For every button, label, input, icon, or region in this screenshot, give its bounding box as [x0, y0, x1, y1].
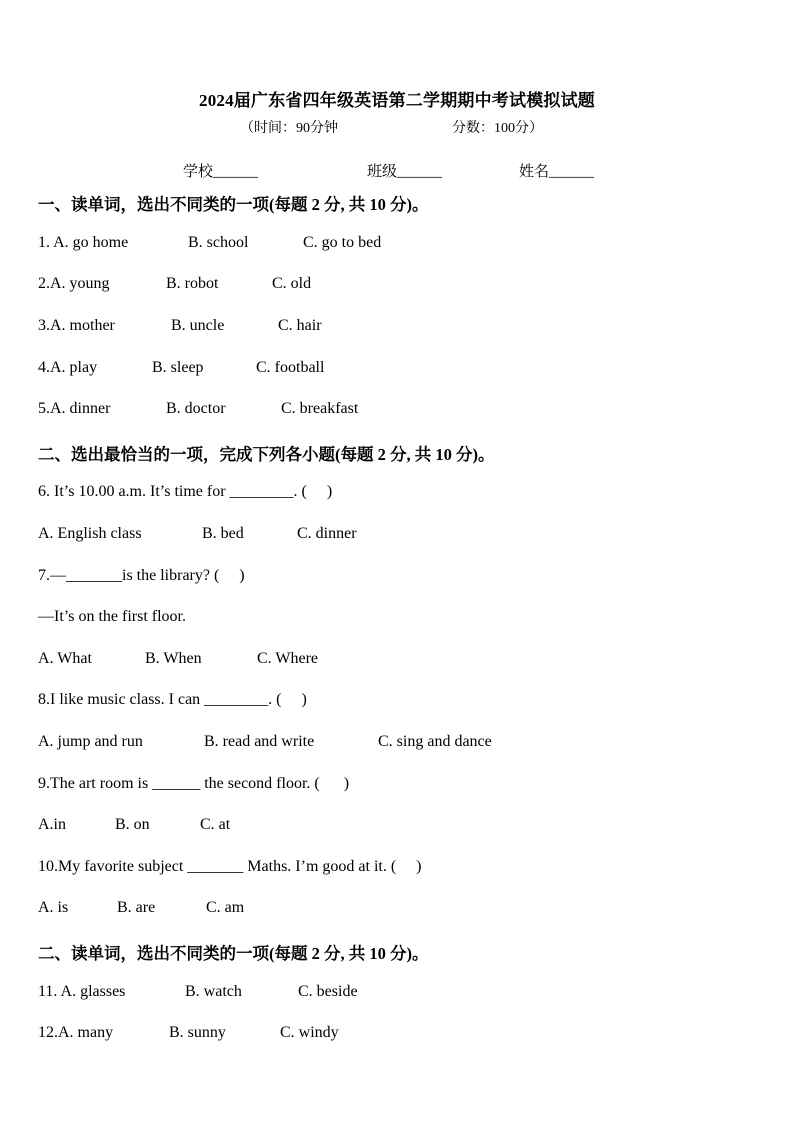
option-b: B. school — [188, 234, 249, 251]
question-7-reply: —It’s on the first floor. — [38, 608, 186, 625]
class-field[interactable]: 班级______ — [367, 164, 443, 180]
name-field[interactable]: 姓名______ — [519, 164, 595, 180]
option-b: B. sunny — [169, 1024, 226, 1041]
option-c: C. football — [256, 359, 325, 376]
option-c: C. beside — [298, 983, 358, 1000]
option-c: C. hair — [278, 317, 322, 334]
question-10-stem: 10.My favorite subject _______ Maths. I’m good at it. ( ) — [38, 858, 422, 875]
question-8-stem: 8.I like music class. I can ________. ( ) — [38, 691, 307, 708]
option-b: B. bed — [202, 525, 244, 542]
option-b: B. doctor — [166, 400, 226, 417]
question-9-stem: 9.The art room is ______ the second floor. ( ) — [38, 775, 350, 792]
option-a: 4.A. play — [38, 359, 98, 376]
exam-title: 2024届广东省四年级英语第二学期期中考试模拟试题 — [199, 91, 595, 110]
option-a: A. English class — [38, 525, 142, 542]
option-b: B. When — [145, 650, 202, 667]
option-c: C. old — [272, 275, 312, 292]
option-c: C. go to bed — [303, 234, 382, 251]
option-a: 1. A. go home — [38, 234, 129, 251]
option-b: B. read and write — [204, 733, 315, 750]
question-7-stem: 7.—_______is the library? ( ) — [38, 567, 245, 584]
option-a: A. What — [38, 650, 92, 667]
option-c: C. dinner — [297, 525, 357, 542]
option-a: A. jump and run — [38, 733, 143, 750]
option-a: 3.A. mother — [38, 317, 115, 334]
exam-time: （时间：90分钟 — [240, 121, 338, 136]
option-a: 2.A. young — [38, 275, 110, 292]
option-c: C. sing and dance — [378, 733, 492, 750]
option-b: B. uncle — [171, 317, 225, 334]
option-a: A.in — [38, 816, 66, 833]
option-b: B. sleep — [152, 359, 204, 376]
option-c: C. at — [200, 816, 231, 833]
option-b: B. robot — [166, 275, 219, 292]
option-a: 12.A. many — [38, 1024, 114, 1041]
section-heading-2: 二、选出最恰当的一项，完成下列各小题(每题 2 分, 共 10 分)。 — [38, 445, 495, 464]
school-field[interactable]: 学校______ — [183, 164, 259, 180]
section-heading-1: 一、读单词，选出不同类的一项(每题 2 分, 共 10 分)。 — [38, 195, 429, 214]
option-b: B. watch — [185, 983, 242, 1000]
option-c: C. Where — [257, 650, 319, 667]
exam-score: 分数：100分） — [452, 121, 543, 136]
question-6-stem: 6. It’s 10.00 a.m. It’s time for ________. ( ) — [38, 483, 333, 500]
option-c: C. am — [206, 899, 245, 916]
option-c: C. breakfast — [281, 400, 359, 417]
option-a: A. is — [38, 899, 69, 916]
option-a: 5.A. dinner — [38, 400, 111, 417]
option-b: B. are — [117, 899, 156, 916]
section-heading-3: 二、读单词，选出不同类的一项(每题 2 分, 共 10 分)。 — [38, 944, 429, 963]
option-a: 11. A. glasses — [38, 983, 126, 1000]
option-c: C. windy — [280, 1024, 339, 1041]
option-b: B. on — [115, 816, 150, 833]
question-12 — [38, 1024, 339, 1114]
